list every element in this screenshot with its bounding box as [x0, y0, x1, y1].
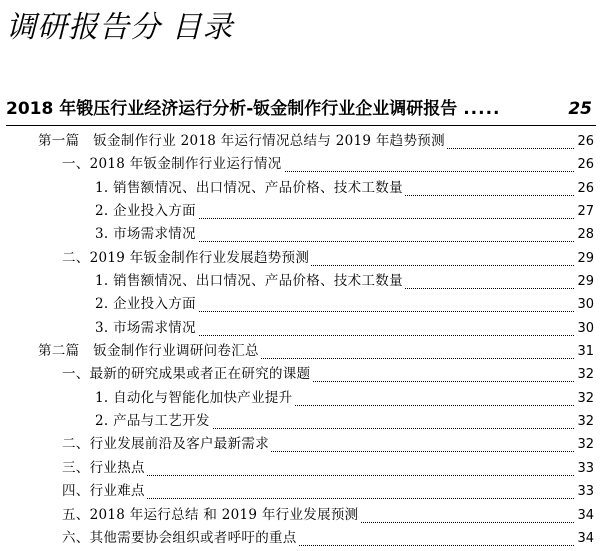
toc-entry-page: 26 — [575, 178, 594, 199]
toc-entry-label: 1. 销售额情况、出口情况、产品价格、技术工数量 — [95, 271, 405, 292]
document-title: 调研报告分 目录 — [6, 10, 234, 45]
toc-entry-label: 二、行业发展前沿及客户最新需求 — [62, 434, 271, 455]
toc-entry[interactable] — [0, 248, 600, 271]
toc-entry[interactable] — [0, 201, 600, 224]
toc-entry[interactable] — [0, 528, 600, 551]
toc-entry-label: 2. 产品与工艺开发 — [95, 411, 212, 432]
toc-entry-label: 五、2018 年运行总结 和 2019 年行业发展预测 — [62, 505, 360, 526]
toc-entry-label: 六、其他需要协会组织或者呼吁的重点 — [62, 528, 299, 549]
toc-entry[interactable] — [0, 341, 600, 364]
toc-entry-page: 31 — [575, 341, 594, 362]
toc-entry-page: 33 — [575, 481, 594, 502]
toc-entry-label: 四、行业难点 — [62, 481, 147, 502]
toc-entry-label: 1. 销售额情况、出口情况、产品价格、技术工数量 — [95, 178, 405, 199]
main-toc-entry[interactable] — [6, 97, 594, 121]
toc-entry[interactable] — [0, 364, 600, 387]
toc-entry[interactable] — [0, 154, 600, 177]
toc-entry-label: 第一篇 钣金制作行业 2018 年运行情况总结与 2019 年趋势预测 — [38, 131, 447, 152]
toc-entry[interactable] — [0, 131, 600, 154]
toc-entry-page: 29 — [575, 248, 594, 269]
toc-entry-label: 2. 企业投入方面 — [95, 201, 198, 222]
toc-entry-page: 32 — [575, 388, 594, 409]
toc-entry-page: 32 — [575, 364, 594, 385]
toc-entry-page: 33 — [575, 458, 594, 479]
toc-entry-page: 29 — [575, 271, 594, 292]
toc-entry-label: 三、行业热点 — [62, 458, 147, 479]
toc-entry-page: 34 — [575, 528, 594, 549]
toc-entry[interactable] — [0, 271, 600, 294]
toc-entry[interactable] — [0, 388, 600, 411]
main-entry-title: 2018 年锻压行业经济运行分析-钣金制作行业企业调研报告 — [6, 99, 458, 119]
toc-entry[interactable] — [0, 434, 600, 457]
toc-entry-page: 26 — [575, 154, 594, 175]
toc-entry[interactable] — [0, 178, 600, 201]
toc-entry-page: 26 — [575, 131, 594, 152]
toc-entry[interactable] — [0, 505, 600, 528]
toc-entry[interactable] — [0, 224, 600, 247]
toc-entry[interactable] — [0, 318, 600, 341]
main-entry-dots: ..... — [463, 99, 501, 119]
toc-entry-label: 3. 市场需求情况 — [95, 224, 198, 245]
toc-entry-label: 1. 自动化与智能化加快产业提升 — [95, 388, 294, 409]
toc-entry-label: 二、2019 年钣金制作行业发展趋势预测 — [62, 248, 311, 269]
toc-entry-page: 28 — [575, 224, 594, 245]
toc-entry[interactable] — [0, 294, 600, 317]
toc-entry-page: 30 — [575, 318, 594, 339]
toc-entry[interactable] — [0, 481, 600, 504]
toc-entry-page: 27 — [575, 201, 594, 222]
divider-rule — [6, 125, 596, 126]
toc-entry[interactable] — [0, 411, 600, 434]
toc-entry-page: 32 — [575, 411, 594, 432]
toc-entry-page: 30 — [575, 294, 594, 315]
main-entry-page: 25 — [568, 99, 592, 119]
toc-entry-label: 2. 企业投入方面 — [95, 294, 198, 315]
toc-entry[interactable] — [0, 458, 600, 481]
toc-list — [0, 131, 600, 551]
toc-entry-label: 第二篇 钣金制作行业调研问卷汇总 — [38, 341, 261, 362]
toc-entry-page: 34 — [575, 505, 594, 526]
toc-entry-label: 一、最新的研究成果或者正在研究的课题 — [62, 364, 312, 385]
toc-entry-label: 3. 市场需求情况 — [95, 318, 198, 339]
toc-entry-page: 32 — [575, 434, 594, 455]
toc-entry-label: 一、2018 年钣金制作行业运行情况 — [62, 154, 284, 175]
